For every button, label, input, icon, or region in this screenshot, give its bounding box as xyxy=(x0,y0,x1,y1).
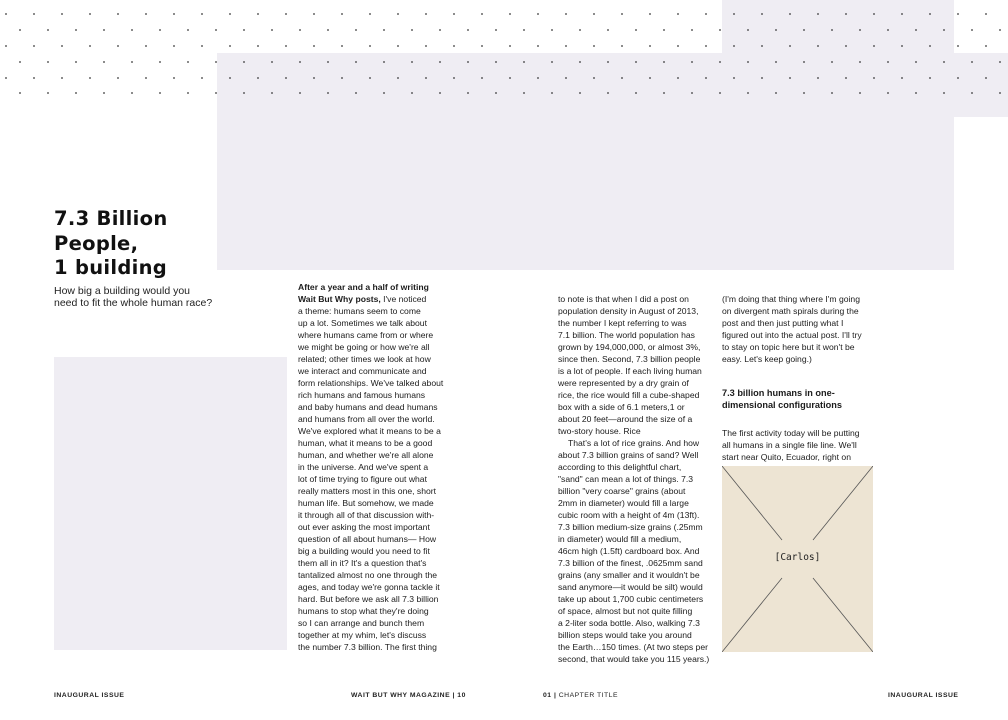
article-title: 7.3 Billion People, 1 building xyxy=(54,207,168,279)
pattern-dot xyxy=(103,29,105,31)
pattern-dot xyxy=(271,92,273,94)
pattern-dot xyxy=(299,61,301,63)
pattern-dot xyxy=(5,45,7,47)
column-1-text: I've noticed a theme: humans seem to come up a lot. Sometimes we talk about where humans came from or where we might be going or how we're all related; other times we look at how we interact and communicate and form relationships. We've talked about rich humans and famous humans and baby humans and dead humans and humans from all over the world. We've explored what it means to be a human, what it means to be a good human, and whether we're all alone in the universe. And we've spent a lot of time trying to figure out what really matters most in this one, short human life. But somehow, we made it through all of that discussion with- out ever asking the most important question of all about humans— How big a building would you need to fit them all in it? It's a question that's tantalized almost no one through the ages, and today we're gonna tackle it hard. But before we ask all 7.3 billion humans to stop what they're doing so I can arrange and bunch them together at my whim, let's discuss the number 7.3 billion. The first thing xyxy=(298,294,444,652)
pattern-dot xyxy=(663,29,665,31)
pattern-dot xyxy=(425,45,427,47)
pattern-dot xyxy=(579,29,581,31)
pattern-dot xyxy=(467,92,469,94)
pattern-dot xyxy=(887,29,889,31)
pattern-dot xyxy=(243,29,245,31)
pattern-dot xyxy=(173,77,175,79)
pattern-dot xyxy=(201,77,203,79)
pattern-dot xyxy=(257,45,259,47)
pattern-dot xyxy=(103,92,105,94)
pattern-dot xyxy=(635,92,637,94)
pattern-dot xyxy=(145,13,147,15)
footer-magazine: WAIT BUT WHY MAGAZINE | 10 xyxy=(351,692,466,699)
pattern-dot xyxy=(747,29,749,31)
pattern-dot xyxy=(509,13,511,15)
pattern-dot xyxy=(565,13,567,15)
lead-in-text: After a year and a half of writing Wait But Why posts, xyxy=(298,282,429,304)
pattern-dot xyxy=(677,13,679,15)
pattern-dot xyxy=(383,61,385,63)
pattern-dot xyxy=(159,29,161,31)
pattern-dot xyxy=(733,45,735,47)
pattern-dot xyxy=(243,92,245,94)
pattern-dot xyxy=(341,45,343,47)
pattern-dot xyxy=(831,61,833,63)
pattern-dot xyxy=(19,92,21,94)
pattern-dot xyxy=(47,61,49,63)
pattern-dot xyxy=(859,92,861,94)
pattern-dot xyxy=(775,92,777,94)
pattern-dot xyxy=(285,77,287,79)
pattern-dot xyxy=(271,29,273,31)
column-2-paragraph-1: to note is that when I did a post on population density in August of 2013, the number I kept referring to was 7.1 billion. The world population has grown by 194,000,000, or almost 3%, since then. Second, 7.3 billion people is a lot of people. If each living human were represented by a dry grain of rice, the rice would fill a cube-shaped box with a side of 6.1 meters,1 or about 20 feet—around the size of a two-story house. Rice xyxy=(558,294,702,436)
pattern-dot xyxy=(621,45,623,47)
pattern-dot xyxy=(215,92,217,94)
pattern-dot xyxy=(19,61,21,63)
pattern-dot xyxy=(747,61,749,63)
pattern-dot xyxy=(607,61,609,63)
pattern-dot xyxy=(117,13,119,15)
pattern-dot xyxy=(845,77,847,79)
footer-chapter: 01 | CHAPTER TITLE xyxy=(543,692,618,699)
pattern-dot xyxy=(327,61,329,63)
pattern-dot xyxy=(915,61,917,63)
pattern-dot xyxy=(187,29,189,31)
pattern-dot xyxy=(411,61,413,63)
pattern-dot xyxy=(719,29,721,31)
pattern-dot xyxy=(761,45,763,47)
pattern-dot xyxy=(593,45,595,47)
pattern-dot xyxy=(369,45,371,47)
pattern-dot xyxy=(607,92,609,94)
article-subtitle: How big a building would you need to fit the whole human race? xyxy=(54,285,213,309)
pattern-dot xyxy=(229,77,231,79)
pattern-dot xyxy=(173,13,175,15)
pattern-dot xyxy=(635,29,637,31)
pattern-dot xyxy=(705,77,707,79)
pattern-dot xyxy=(369,77,371,79)
pattern-dot xyxy=(887,61,889,63)
pattern-dot xyxy=(397,77,399,79)
pattern-dot xyxy=(789,13,791,15)
pattern-dot xyxy=(495,92,497,94)
pattern-dot xyxy=(229,13,231,15)
pattern-dot xyxy=(775,61,777,63)
page-number: 10 xyxy=(457,692,466,699)
pattern-dot xyxy=(523,92,525,94)
chapter-title: CHAPTER TITLE xyxy=(558,692,618,699)
pattern-dot xyxy=(75,61,77,63)
pattern-dot xyxy=(201,45,203,47)
pattern-dot xyxy=(33,45,35,47)
pattern-dot xyxy=(593,77,595,79)
pattern-dot xyxy=(607,29,609,31)
pattern-dot xyxy=(845,13,847,15)
pattern-dot xyxy=(229,45,231,47)
pattern-dot xyxy=(47,29,49,31)
pattern-dot xyxy=(873,13,875,15)
pattern-dot xyxy=(719,92,721,94)
pattern-dot xyxy=(5,77,7,79)
pattern-dot xyxy=(621,77,623,79)
pattern-dot xyxy=(257,77,259,79)
pattern-dot xyxy=(929,13,931,15)
pattern-dot xyxy=(663,92,665,94)
pattern-dot xyxy=(901,13,903,15)
pattern-dot xyxy=(621,13,623,15)
pattern-dot xyxy=(61,13,63,15)
pattern-dot xyxy=(677,77,679,79)
pattern-dot xyxy=(397,13,399,15)
pattern-dot xyxy=(649,13,651,15)
pattern-dot xyxy=(425,77,427,79)
pattern-dot xyxy=(75,29,77,31)
pattern-dot xyxy=(131,92,133,94)
pattern-dot xyxy=(957,13,959,15)
pattern-dot xyxy=(691,29,693,31)
pattern-dot xyxy=(89,45,91,47)
pattern-dot xyxy=(649,77,651,79)
chapter-number: 01 xyxy=(543,692,552,699)
pattern-dot xyxy=(5,13,7,15)
pattern-dot xyxy=(355,29,357,31)
pattern-dot xyxy=(537,77,539,79)
pattern-dot xyxy=(733,77,735,79)
pattern-dot xyxy=(537,45,539,47)
pattern-dot xyxy=(719,61,721,63)
pattern-dot xyxy=(817,45,819,47)
image-caption: [Carlos] xyxy=(774,552,821,563)
pattern-dot xyxy=(341,77,343,79)
pattern-dot xyxy=(89,13,91,15)
pattern-dot xyxy=(355,92,357,94)
pattern-dot xyxy=(999,29,1001,31)
pattern-dot xyxy=(985,45,987,47)
pattern-dot xyxy=(411,92,413,94)
pattern-dot xyxy=(159,61,161,63)
pattern-dot xyxy=(187,92,189,94)
pattern-dot xyxy=(901,45,903,47)
pattern-dot xyxy=(145,77,147,79)
pattern-dot xyxy=(579,92,581,94)
image-placeholder xyxy=(722,466,873,652)
pattern-dot xyxy=(299,29,301,31)
pattern-dot xyxy=(453,13,455,15)
pattern-dot xyxy=(551,92,553,94)
pattern-dot xyxy=(425,13,427,15)
pattern-dot xyxy=(789,77,791,79)
pattern-dot xyxy=(691,61,693,63)
pattern-dot xyxy=(103,61,105,63)
pattern-dot xyxy=(47,92,49,94)
pattern-dot xyxy=(285,45,287,47)
pattern-dot xyxy=(999,92,1001,94)
pattern-dot xyxy=(803,61,805,63)
pattern-dot xyxy=(523,61,525,63)
pattern-dot xyxy=(873,45,875,47)
pattern-dot xyxy=(761,77,763,79)
pattern-dot xyxy=(159,92,161,94)
pattern-dot xyxy=(467,61,469,63)
pattern-dot xyxy=(383,29,385,31)
magazine-name: WAIT BUT WHY MAGAZINE xyxy=(351,692,451,699)
pattern-dot xyxy=(313,77,315,79)
body-column-1 xyxy=(298,281,458,653)
pattern-dot xyxy=(495,29,497,31)
pattern-dot xyxy=(677,45,679,47)
pattern-dot xyxy=(775,29,777,31)
pattern-dot xyxy=(943,92,945,94)
pattern-dot xyxy=(733,13,735,15)
pattern-dot xyxy=(705,45,707,47)
pattern-dot xyxy=(509,77,511,79)
pattern-dot xyxy=(691,92,693,94)
pattern-dot xyxy=(89,77,91,79)
pattern-dot xyxy=(943,61,945,63)
pattern-dot xyxy=(327,92,329,94)
pattern-dot xyxy=(985,13,987,15)
pattern-dot xyxy=(481,77,483,79)
pattern-dot xyxy=(61,45,63,47)
pattern-dot xyxy=(523,29,525,31)
pattern-dot xyxy=(411,29,413,31)
pattern-dot xyxy=(131,29,133,31)
pattern-dot xyxy=(747,92,749,94)
pattern-dot xyxy=(33,77,35,79)
pattern-dot xyxy=(929,77,931,79)
pattern-dot xyxy=(495,61,497,63)
pattern-dot xyxy=(439,92,441,94)
pattern-dot xyxy=(383,92,385,94)
pattern-dot xyxy=(481,45,483,47)
pattern-dot xyxy=(215,61,217,63)
pattern-dot xyxy=(313,13,315,15)
pattern-dot xyxy=(649,45,651,47)
pattern-dot xyxy=(971,61,973,63)
pattern-dot xyxy=(75,92,77,94)
pattern-dot xyxy=(397,45,399,47)
pattern-dot xyxy=(453,77,455,79)
pattern-dot xyxy=(789,45,791,47)
pattern-dot xyxy=(201,13,203,15)
pattern-dot xyxy=(369,13,371,15)
pattern-dot xyxy=(579,61,581,63)
column-2-paragraph-2: That's a lot of rice grains. And how about 7.3 billion grains of sand? Well according to this delightful chart, "sand" can mean a lot of things. 7.3 billion "very coarse" grains (about 2mm in diameter) would fill a large cubic room with a height of 4m (13ft). 7.3 billion medium-size grains (.25mm in diameter) would fill a medium, 46cm high (1.5ft) cardboard box. And 7.3 billion of the finest, .0625mm sand grains (any smaller and it wouldn't be sand anymore—it would be silt) would take up about 1,700 cubic centimeters of space, almost but not quite filling a 2-liter soda bottle. Also, walking 7.3 billion steps would take you around the Earth…150 times. (At two steps per second, that would take you 115 years.) xyxy=(558,438,710,664)
pattern-dot xyxy=(33,13,35,15)
body-column-2 xyxy=(558,281,718,677)
pattern-dot xyxy=(831,92,833,94)
pattern-dot xyxy=(803,29,805,31)
pattern-dot xyxy=(901,77,903,79)
pattern-dot xyxy=(313,45,315,47)
pattern-dot xyxy=(439,61,441,63)
pattern-dot xyxy=(803,92,805,94)
pattern-dot xyxy=(915,29,917,31)
column-3-paragraph-2: The first activity today will be putting all humans in a single file line. We'll start near Quito, Ecuador, right on xyxy=(722,428,860,462)
pattern-dot xyxy=(243,61,245,63)
pattern-dot xyxy=(565,77,567,79)
pattern-dot xyxy=(285,13,287,15)
section-heading: 7.3 billion humans in one- dimensional configurations xyxy=(722,388,842,410)
pattern-dot xyxy=(537,13,539,15)
pattern-dot xyxy=(173,45,175,47)
pattern-dot xyxy=(831,29,833,31)
pattern-dot xyxy=(439,29,441,31)
pattern-dot xyxy=(957,77,959,79)
pattern-dot xyxy=(453,45,455,47)
pattern-dot xyxy=(187,61,189,63)
pattern-dot xyxy=(117,77,119,79)
pattern-dot xyxy=(271,61,273,63)
pattern-dot xyxy=(215,29,217,31)
pattern-dot xyxy=(257,13,259,15)
pattern-dot xyxy=(873,77,875,79)
pattern-dot xyxy=(999,61,1001,63)
pattern-dot xyxy=(761,13,763,15)
left-text-panel xyxy=(54,357,287,650)
pattern-dot xyxy=(817,13,819,15)
pattern-dot xyxy=(551,29,553,31)
pattern-dot xyxy=(971,29,973,31)
pattern-dot xyxy=(551,61,553,63)
footer-left-issue: INAUGURAL ISSUE xyxy=(54,692,125,699)
pattern-dot xyxy=(565,45,567,47)
pattern-dot xyxy=(61,77,63,79)
pattern-dot xyxy=(943,29,945,31)
pattern-dot xyxy=(985,77,987,79)
pattern-dot xyxy=(509,45,511,47)
pattern-dot xyxy=(705,13,707,15)
pattern-dot xyxy=(971,92,973,94)
pattern-dot xyxy=(593,13,595,15)
pattern-dot xyxy=(817,77,819,79)
dot-pattern xyxy=(0,0,1008,100)
pattern-dot xyxy=(845,45,847,47)
pattern-dot xyxy=(327,29,329,31)
pattern-dot xyxy=(859,61,861,63)
pattern-dot xyxy=(887,92,889,94)
pattern-dot xyxy=(481,13,483,15)
pattern-dot xyxy=(19,29,21,31)
pattern-dot xyxy=(929,45,931,47)
pattern-dot xyxy=(663,61,665,63)
pattern-dot xyxy=(915,92,917,94)
pattern-dot xyxy=(341,13,343,15)
pattern-dot xyxy=(131,61,133,63)
pattern-dot xyxy=(635,61,637,63)
pattern-dot xyxy=(355,61,357,63)
pattern-dot xyxy=(145,45,147,47)
pattern-dot xyxy=(467,29,469,31)
column-3-paragraph-1: (I'm doing that thing where I'm going on divergent math spirals during the post and then just putting what I figured out into the actual post. I'll try to stay on topic here but it won't be easy. Let's keep going.) xyxy=(722,294,862,364)
pattern-dot xyxy=(117,45,119,47)
pattern-dot xyxy=(859,29,861,31)
footer-right-issue: INAUGURAL ISSUE xyxy=(888,692,959,699)
pattern-dot xyxy=(957,45,959,47)
pattern-dot xyxy=(299,92,301,94)
